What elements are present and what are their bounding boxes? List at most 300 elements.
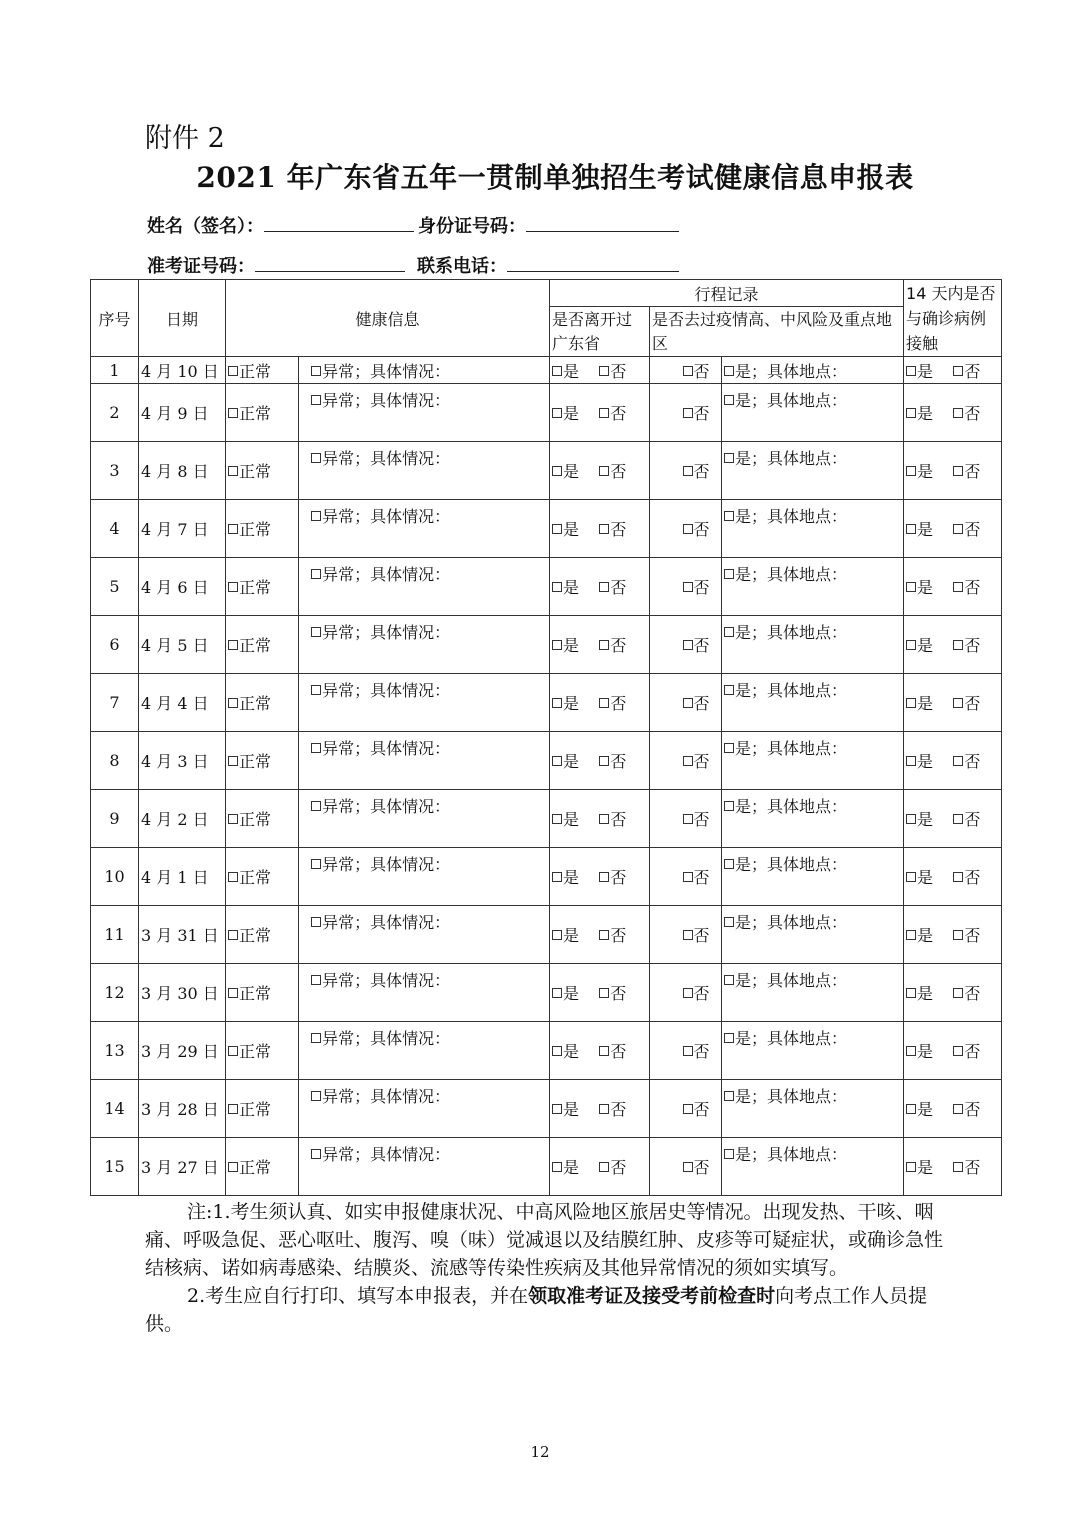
normal-cell[interactable]: [226, 384, 299, 442]
risk-no-checkbox[interactable]: [683, 640, 693, 650]
risk-yes-checkbox[interactable]: [724, 511, 734, 521]
abnormal-checkbox[interactable]: [311, 395, 321, 405]
risk-yes-cell[interactable]: [722, 384, 904, 442]
abnormal-cell[interactable]: [299, 674, 550, 732]
table-row: [91, 848, 1002, 906]
yes-label: 是: [563, 520, 580, 539]
normal-checkbox[interactable]: [228, 1162, 238, 1172]
left-gd-no-checkbox[interactable]: [599, 1104, 609, 1114]
left-gd-yes-checkbox[interactable]: [552, 1162, 562, 1172]
normal-cell[interactable]: [226, 790, 299, 848]
abnormal-checkbox[interactable]: [311, 685, 321, 695]
contact-no-checkbox[interactable]: [953, 814, 963, 824]
normal-label: 正常: [239, 520, 272, 539]
normal-cell[interactable]: [226, 616, 299, 674]
row-seq: 10: [104, 867, 125, 886]
left-gd-no-checkbox[interactable]: [599, 582, 609, 592]
abnormal-checkbox[interactable]: [311, 801, 321, 811]
no-label: 否: [964, 1042, 981, 1061]
left-gd-yes-checkbox[interactable]: [552, 814, 562, 824]
normal-checkbox[interactable]: [228, 756, 238, 766]
abnormal-cell[interactable]: [299, 1138, 550, 1196]
risk-no-checkbox[interactable]: [683, 988, 693, 998]
normal-checkbox[interactable]: [228, 988, 238, 998]
risk-yes-cell[interactable]: [722, 1022, 904, 1080]
seq-cell: [91, 442, 139, 500]
date-cell: [139, 848, 226, 906]
risk-no-cell[interactable]: [650, 964, 722, 1022]
risk-no-checkbox[interactable]: [683, 1104, 693, 1114]
left-gd-no-checkbox[interactable]: [599, 366, 609, 376]
yes-location-label: 是；具体地点：: [735, 681, 848, 700]
abnormal-checkbox[interactable]: [311, 743, 321, 753]
seq-cell: [91, 732, 139, 790]
contact-yes-checkbox[interactable]: [906, 872, 916, 882]
left-gd-no-checkbox[interactable]: [599, 408, 609, 418]
risk-no-cell[interactable]: [650, 906, 722, 964]
left-gd-cell[interactable]: [550, 1080, 650, 1138]
contact-cell[interactable]: [904, 384, 1002, 442]
contact-cell[interactable]: [904, 848, 1002, 906]
left-gd-cell[interactable]: [550, 790, 650, 848]
normal-cell[interactable]: [226, 1022, 299, 1080]
risk-yes-checkbox[interactable]: [724, 569, 734, 579]
normal-label: 正常: [239, 1100, 272, 1119]
risk-no-checkbox[interactable]: [683, 366, 693, 376]
risk-yes-cell[interactable]: [722, 848, 904, 906]
normal-checkbox[interactable]: [228, 930, 238, 940]
notes: [145, 1198, 945, 1338]
risk-no-cell[interactable]: [650, 616, 722, 674]
risk-yes-checkbox[interactable]: [724, 627, 734, 637]
left-gd-yes-checkbox[interactable]: [552, 524, 562, 534]
contact-no-checkbox[interactable]: [953, 1046, 963, 1056]
no-label: 否: [693, 578, 710, 597]
risk-no-checkbox[interactable]: [683, 524, 693, 534]
contact-yes-checkbox[interactable]: [906, 930, 916, 940]
seq-cell: [91, 357, 139, 384]
contact-cell[interactable]: [904, 616, 1002, 674]
risk-yes-checkbox[interactable]: [724, 1091, 734, 1101]
left-gd-cell[interactable]: [550, 964, 650, 1022]
contact-no-checkbox[interactable]: [953, 698, 963, 708]
normal-cell[interactable]: [226, 558, 299, 616]
abnormal-cell[interactable]: [299, 964, 550, 1022]
left-gd-cell[interactable]: [550, 1138, 650, 1196]
contact-cell[interactable]: [904, 790, 1002, 848]
risk-no-checkbox[interactable]: [683, 930, 693, 940]
contact-no-checkbox[interactable]: [953, 988, 963, 998]
yes-location-label: 是；具体地点：: [735, 391, 848, 410]
yes-location-label: 是；具体地点：: [735, 565, 848, 584]
abnormal-checkbox[interactable]: [311, 1149, 321, 1159]
row-date: 4 月 1 日: [141, 868, 209, 887]
abnormal-checkbox[interactable]: [311, 1033, 321, 1043]
normal-checkbox[interactable]: [228, 814, 238, 824]
row-seq: 5: [109, 577, 120, 596]
contact-cell[interactable]: [904, 558, 1002, 616]
yes-label: 是: [917, 1158, 934, 1177]
risk-yes-cell[interactable]: [722, 790, 904, 848]
left-gd-yes-checkbox[interactable]: [552, 582, 562, 592]
yes-location-label: 是；具体地点：: [735, 1087, 848, 1106]
seq-cell: [91, 558, 139, 616]
row-date: 4 月 4 日: [141, 694, 209, 713]
left-gd-cell[interactable]: [550, 357, 650, 384]
contact-no-checkbox[interactable]: [953, 1162, 963, 1172]
risk-no-cell[interactable]: [650, 357, 722, 384]
abnormal-cell[interactable]: [299, 616, 550, 674]
table-row: [91, 732, 1002, 790]
abnormal-checkbox[interactable]: [311, 569, 321, 579]
contact-cell[interactable]: [904, 442, 1002, 500]
risk-no-checkbox[interactable]: [683, 814, 693, 824]
left-gd-yes-checkbox[interactable]: [552, 872, 562, 882]
no-label: 否: [964, 361, 981, 381]
left-gd-cell[interactable]: [550, 732, 650, 790]
no-label: 否: [693, 1100, 710, 1119]
contact-no-checkbox[interactable]: [953, 640, 963, 650]
contact-cell[interactable]: [904, 732, 1002, 790]
risk-no-cell[interactable]: [650, 1022, 722, 1080]
left-gd-no-checkbox[interactable]: [599, 698, 609, 708]
contact-no-checkbox[interactable]: [953, 1104, 963, 1114]
yes-label: 是: [563, 578, 580, 597]
note-2-bold: 领取准考证及接受考前检查时: [528, 1285, 776, 1307]
name-blank[interactable]: [264, 213, 414, 232]
contact-yes-checkbox[interactable]: [906, 756, 916, 766]
contact-cell[interactable]: [904, 357, 1002, 384]
row-seq: 14: [104, 1099, 125, 1118]
contact-yes-checkbox[interactable]: [906, 1104, 916, 1114]
yes-label: 是: [563, 868, 580, 887]
normal-cell[interactable]: [226, 1080, 299, 1138]
contact-cell[interactable]: [904, 906, 1002, 964]
yes-label: 是: [563, 984, 580, 1003]
risk-yes-cell[interactable]: [722, 616, 904, 674]
risk-no-checkbox[interactable]: [683, 1046, 693, 1056]
left-gd-cell[interactable]: [550, 1022, 650, 1080]
yes-label: 是: [917, 752, 934, 771]
yes-location-label: 是；具体地点：: [735, 623, 848, 642]
contact-yes-checkbox[interactable]: [906, 814, 916, 824]
normal-cell[interactable]: [226, 848, 299, 906]
left-gd-yes-checkbox[interactable]: [552, 1046, 562, 1056]
contact-no-checkbox[interactable]: [953, 524, 963, 534]
abnormal-cell[interactable]: [299, 906, 550, 964]
normal-cell[interactable]: [226, 906, 299, 964]
risk-yes-checkbox[interactable]: [724, 1149, 734, 1159]
yes-location-label: 是；具体地点：: [735, 739, 848, 758]
left-gd-cell[interactable]: [550, 906, 650, 964]
left-gd-yes-checkbox[interactable]: [552, 756, 562, 766]
risk-yes-cell[interactable]: [722, 357, 904, 384]
contact-no-checkbox[interactable]: [953, 756, 963, 766]
risk-yes-cell[interactable]: [722, 1138, 904, 1196]
abnormal-cell[interactable]: [299, 384, 550, 442]
risk-no-cell[interactable]: [650, 442, 722, 500]
left-gd-no-checkbox[interactable]: [599, 1162, 609, 1172]
header-contact: 14 天内是否与确诊病例接触: [904, 280, 1002, 357]
normal-label: 正常: [239, 361, 272, 381]
left-gd-no-checkbox[interactable]: [599, 466, 609, 476]
date-cell: [139, 384, 226, 442]
abnormal-checkbox[interactable]: [311, 627, 321, 637]
contact-no-checkbox[interactable]: [953, 872, 963, 882]
normal-cell[interactable]: [226, 357, 299, 384]
left-gd-no-checkbox[interactable]: [599, 756, 609, 766]
abnormal-checkbox[interactable]: [311, 917, 321, 927]
left-gd-no-checkbox[interactable]: [599, 814, 609, 824]
left-gd-no-checkbox[interactable]: [599, 1046, 609, 1056]
normal-cell[interactable]: [226, 732, 299, 790]
no-label: 否: [693, 462, 710, 481]
normal-checkbox[interactable]: [228, 698, 238, 708]
risk-yes-checkbox[interactable]: [724, 453, 734, 463]
normal-cell[interactable]: [226, 500, 299, 558]
left-gd-cell[interactable]: [550, 674, 650, 732]
no-label: 否: [610, 1158, 627, 1177]
risk-no-checkbox[interactable]: [683, 466, 693, 476]
left-gd-yes-checkbox[interactable]: [552, 408, 562, 418]
date-cell: [139, 558, 226, 616]
normal-checkbox[interactable]: [228, 366, 238, 376]
yes-label: 是: [917, 520, 934, 539]
no-label: 否: [693, 520, 710, 539]
contact-cell[interactable]: [904, 500, 1002, 558]
risk-yes-cell[interactable]: [722, 906, 904, 964]
risk-yes-cell[interactable]: [722, 1080, 904, 1138]
contact-yes-checkbox[interactable]: [906, 408, 916, 418]
contact-cell[interactable]: [904, 964, 1002, 1022]
abnormal-checkbox[interactable]: [311, 366, 321, 376]
risk-no-cell[interactable]: [650, 558, 722, 616]
id-number-blank[interactable]: [526, 213, 679, 232]
abnormal-cell[interactable]: [299, 790, 550, 848]
risk-yes-checkbox[interactable]: [724, 917, 734, 927]
risk-no-cell[interactable]: [650, 1080, 722, 1138]
normal-label: 正常: [239, 984, 272, 1003]
phone-blank[interactable]: [507, 253, 679, 272]
normal-checkbox[interactable]: [228, 872, 238, 882]
abnormal-checkbox[interactable]: [311, 1091, 321, 1101]
seq-cell: [91, 384, 139, 442]
left-gd-cell[interactable]: [550, 848, 650, 906]
contact-yes-checkbox[interactable]: [906, 698, 916, 708]
form-title: 2021 年广东省五年一贯制单独招生考试健康信息申报表: [196, 161, 914, 194]
contact-no-checkbox[interactable]: [953, 408, 963, 418]
yes-label: 是: [917, 578, 934, 597]
left-gd-cell[interactable]: [550, 616, 650, 674]
contact-cell[interactable]: [904, 674, 1002, 732]
no-label: 否: [964, 984, 981, 1003]
abnormal-cell[interactable]: [299, 1080, 550, 1138]
risk-no-checkbox[interactable]: [683, 1162, 693, 1172]
risk-yes-cell[interactable]: [722, 674, 904, 732]
yes-label: 是: [563, 1042, 580, 1061]
row-date: 4 月 3 日: [141, 752, 209, 771]
contact-cell[interactable]: [904, 1138, 1002, 1196]
risk-no-cell[interactable]: [650, 500, 722, 558]
risk-no-checkbox[interactable]: [683, 756, 693, 766]
normal-label: 正常: [239, 926, 272, 945]
no-label: 否: [693, 361, 710, 381]
contact-no-checkbox[interactable]: [953, 366, 963, 376]
contact-yes-checkbox[interactable]: [906, 582, 916, 592]
left-gd-no-checkbox[interactable]: [599, 524, 609, 534]
no-label: 否: [610, 404, 627, 423]
normal-label: 正常: [239, 462, 272, 481]
risk-no-checkbox[interactable]: [683, 872, 693, 882]
abnormal-label: 异常；具体情况：: [322, 1145, 451, 1164]
risk-no-cell[interactable]: [650, 848, 722, 906]
row-seq: 7: [109, 693, 120, 712]
table-row: [91, 790, 1002, 848]
normal-checkbox[interactable]: [228, 524, 238, 534]
risk-yes-checkbox[interactable]: [724, 801, 734, 811]
left-gd-yes-checkbox[interactable]: [552, 698, 562, 708]
abnormal-label: 异常；具体情况：: [322, 739, 451, 758]
table-row: [91, 1138, 1002, 1196]
risk-no-cell[interactable]: [650, 790, 722, 848]
normal-checkbox[interactable]: [228, 1046, 238, 1056]
risk-yes-checkbox[interactable]: [724, 366, 734, 376]
normal-label: 正常: [239, 1042, 272, 1061]
no-label: 否: [964, 1100, 981, 1119]
normal-checkbox[interactable]: [228, 582, 238, 592]
seq-cell: [91, 848, 139, 906]
no-label: 否: [964, 694, 981, 713]
yes-location-label: 是；具体地点：: [735, 971, 848, 990]
table-row: [91, 357, 1002, 384]
exam-no-blank[interactable]: [255, 253, 405, 272]
note-prefix: 注:: [187, 1201, 213, 1223]
date-cell: [139, 1080, 226, 1138]
contact-yes-checkbox[interactable]: [906, 1162, 916, 1172]
abnormal-checkbox[interactable]: [311, 975, 321, 985]
abnormal-cell[interactable]: [299, 442, 550, 500]
left-gd-no-checkbox[interactable]: [599, 872, 609, 882]
row-seq: 15: [104, 1157, 125, 1176]
risk-no-checkbox[interactable]: [683, 408, 693, 418]
no-label: 否: [964, 752, 981, 771]
no-label: 否: [693, 752, 710, 771]
row-date: 4 月 9 日: [141, 404, 209, 423]
left-gd-yes-checkbox[interactable]: [552, 466, 562, 476]
contact-no-checkbox[interactable]: [953, 930, 963, 940]
normal-label: 正常: [239, 636, 272, 655]
contact-no-checkbox[interactable]: [953, 466, 963, 476]
abnormal-cell[interactable]: [299, 732, 550, 790]
left-gd-cell[interactable]: [550, 500, 650, 558]
contact-yes-checkbox[interactable]: [906, 640, 916, 650]
yes-label: 是: [917, 462, 934, 481]
risk-no-cell[interactable]: [650, 1138, 722, 1196]
risk-yes-checkbox[interactable]: [724, 975, 734, 985]
normal-checkbox[interactable]: [228, 466, 238, 476]
no-label: 否: [964, 926, 981, 945]
normal-cell[interactable]: [226, 442, 299, 500]
row-date: 3 月 30 日: [141, 984, 219, 1003]
abnormal-checkbox[interactable]: [311, 453, 321, 463]
left-gd-cell[interactable]: [550, 558, 650, 616]
normal-checkbox[interactable]: [228, 1104, 238, 1114]
abnormal-cell[interactable]: [299, 848, 550, 906]
normal-cell[interactable]: [226, 964, 299, 1022]
seq-cell: [91, 964, 139, 1022]
risk-no-checkbox[interactable]: [683, 698, 693, 708]
contact-yes-checkbox[interactable]: [906, 524, 916, 534]
abnormal-checkbox[interactable]: [311, 859, 321, 869]
contact-cell[interactable]: [904, 1080, 1002, 1138]
risk-no-cell[interactable]: [650, 384, 722, 442]
risk-yes-cell[interactable]: [722, 442, 904, 500]
risk-no-cell[interactable]: [650, 732, 722, 790]
risk-yes-checkbox[interactable]: [724, 859, 734, 869]
normal-cell[interactable]: [226, 1138, 299, 1196]
left-gd-yes-checkbox[interactable]: [552, 640, 562, 650]
risk-yes-cell[interactable]: [722, 558, 904, 616]
abnormal-cell[interactable]: [299, 558, 550, 616]
date-cell: [139, 964, 226, 1022]
risk-yes-cell[interactable]: [722, 964, 904, 1022]
contact-yes-checkbox[interactable]: [906, 988, 916, 998]
risk-yes-checkbox[interactable]: [724, 685, 734, 695]
left-gd-no-checkbox[interactable]: [599, 930, 609, 940]
risk-yes-cell[interactable]: [722, 732, 904, 790]
risk-yes-cell[interactable]: [722, 500, 904, 558]
normal-checkbox[interactable]: [228, 640, 238, 650]
left-gd-no-checkbox[interactable]: [599, 640, 609, 650]
normal-cell[interactable]: [226, 674, 299, 732]
contact-yes-checkbox[interactable]: [906, 366, 916, 376]
yes-label: 是: [917, 1042, 934, 1061]
left-gd-cell[interactable]: [550, 384, 650, 442]
yes-label: 是: [917, 984, 934, 1003]
row-date: 3 月 29 日: [141, 1042, 219, 1061]
row-date: 3 月 28 日: [141, 1100, 219, 1119]
risk-no-cell[interactable]: [650, 674, 722, 732]
contact-yes-checkbox[interactable]: [906, 1046, 916, 1056]
left-gd-cell[interactable]: [550, 442, 650, 500]
abnormal-cell[interactable]: [299, 1022, 550, 1080]
date-cell: [139, 500, 226, 558]
normal-checkbox[interactable]: [228, 408, 238, 418]
left-gd-no-checkbox[interactable]: [599, 988, 609, 998]
contact-cell[interactable]: [904, 1022, 1002, 1080]
abnormal-cell[interactable]: [299, 357, 550, 384]
left-gd-yes-checkbox[interactable]: [552, 1104, 562, 1114]
risk-yes-checkbox[interactable]: [724, 1033, 734, 1043]
risk-no-checkbox[interactable]: [683, 582, 693, 592]
left-gd-yes-checkbox[interactable]: [552, 930, 562, 940]
abnormal-cell[interactable]: [299, 500, 550, 558]
no-label: 否: [693, 926, 710, 945]
no-label: 否: [964, 810, 981, 829]
risk-yes-checkbox[interactable]: [724, 743, 734, 753]
left-gd-yes-checkbox[interactable]: [552, 988, 562, 998]
left-gd-yes-checkbox[interactable]: [552, 366, 562, 376]
header-travel: 行程记录: [550, 280, 904, 307]
no-label: 否: [610, 578, 627, 597]
risk-yes-checkbox[interactable]: [724, 395, 734, 405]
contact-yes-checkbox[interactable]: [906, 466, 916, 476]
abnormal-label: 异常；具体情况：: [322, 623, 451, 642]
contact-no-checkbox[interactable]: [953, 582, 963, 592]
abnormal-checkbox[interactable]: [311, 511, 321, 521]
row-seq: 13: [104, 1041, 125, 1060]
name-id-line: [147, 212, 679, 238]
